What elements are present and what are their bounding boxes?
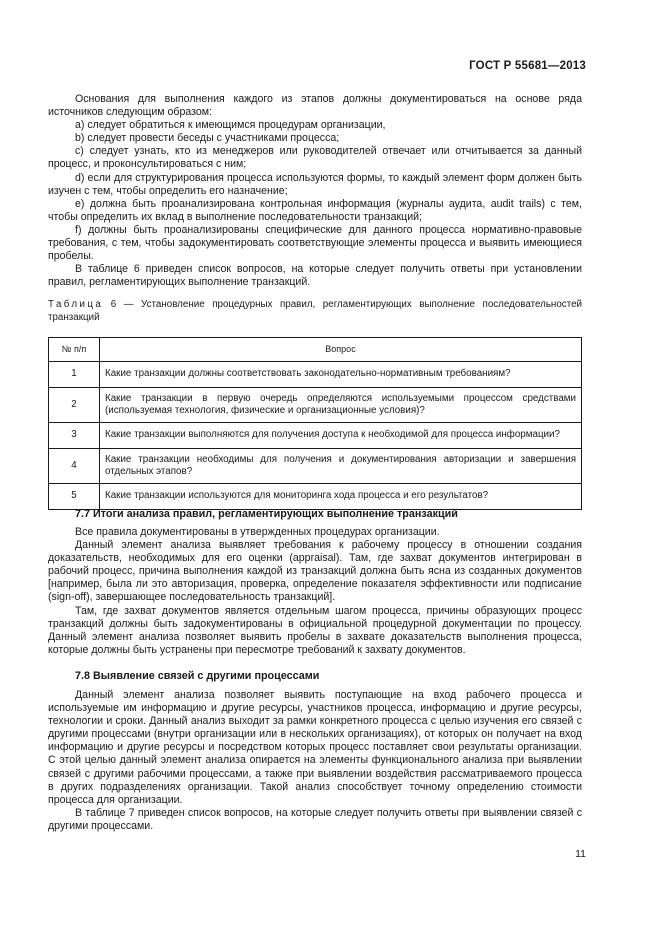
column-header-question: Вопрос [100, 338, 582, 362]
questions-table [48, 337, 582, 510]
paragraph: Основания для выполнения каждого из этапов должны документироваться на основе ряда источников следующим образом: [48, 93, 582, 119]
section-heading-7-8: 7.8 Выявление связей с другими процессами [75, 670, 320, 682]
row-number: 1 [49, 362, 100, 388]
list-item-c: с) следует узнать, кто из менеджеров или руководителей отвечает или отчитывается за данный процесс, и проконсультироваться с ним; [48, 145, 582, 171]
row-question: Какие транзакции в первую очередь определяются используемыми процессом средствами (используемая технология, физические и организационные условия)? [100, 388, 582, 423]
row-question: Какие транзакции должны соответствовать законодательно-нормативным требованиям? [100, 362, 582, 388]
paragraph: Все правила документированы в утвержденных процедурах организации. [75, 526, 440, 538]
row-number: 3 [49, 423, 100, 449]
table-row [49, 362, 582, 388]
section-heading-7-7: 7.7 Итоги анализа правил, регламентирующих выполнение транзакций [75, 508, 458, 520]
row-question: Какие транзакции выполняются для получения доступа к необходимой для процесса информации? [100, 423, 582, 449]
list-item-b: b) следует провести беседы с участниками процесса; [75, 132, 340, 145]
paragraph: Данный элемент анализа позволяет выявить поступающие на вход рабочего процесса и используемые им информацию и другие ресурсы, участников процесса, информацию и другие ресурсы, технологии и сроки. Данный анализ выходит за рамки конкретного процесса с целью изучения его связей с другими процессами (внутри организации или в нескольких организациях), от которых он получает на вход информацию и другие ресурсы и посредством которых процесс поставляет свои результаты организации. С этой целью данный элемент анализа опирается на элементы функционального анализа при выявлении связей с другими рабочими процессами, а также при выявлении воздействия рассматриваемого процесса в других подразделениях организации. Такой анализ способствует точному определению стоимости процесса для организации. [48, 689, 582, 806]
row-number: 4 [49, 449, 100, 484]
table-row [49, 484, 582, 510]
section-7-7-text [48, 526, 582, 657]
list-item-d: d) если для структурирования процесса используются формы, то каждый элемент форм должен быть изучен с тем, чтобы определить его назначение; [48, 171, 582, 197]
row-number: 2 [49, 388, 100, 423]
table-row [49, 423, 582, 449]
row-question: Какие транзакции необходимы для получения и документирования авторизации и завершения отдельных этапов? [100, 449, 582, 484]
paragraph: В таблице 6 приведен список вопросов, на которые следует получить ответы при установлении правил, регламентирующих выполнение транзакций. [48, 263, 582, 289]
table-header-row [49, 338, 582, 362]
table-label: Таблица [48, 299, 104, 310]
paragraph: В таблице 7 приведен список вопросов, на которые следует получить ответы при выявлении связей с другими процессами. [48, 806, 582, 832]
section-7-8-text [48, 689, 582, 833]
table-row [49, 388, 582, 423]
column-header-number: № п/п [49, 338, 100, 362]
table-caption-text: 6 — Установление процедурных правил, регламентирующих выполнение последовательностей транзакций [48, 299, 582, 323]
document-code: ГОСТ Р 55681—2013 [469, 60, 586, 72]
page-number: 11 [575, 848, 586, 860]
row-question: Какие транзакции используются для мониторинга хода процесса и его результатов? [100, 484, 582, 510]
section-intro-text [48, 93, 582, 289]
table-row [49, 449, 582, 484]
paragraph: Данный элемент анализа выявляет требования к рабочему процессу в отношении создания доказательств, необходимых для его оценки (appraisal). Там, где захват документов интегрирован в рабочий процесс, причина выполнения каждой из транзакций должна быть ясна из созданных документов [например, была ли это авторизация, проверка, определение показателя эффективности или подписание (sign-off), завершающее последовательность транзакций]. [48, 539, 582, 604]
table-caption [48, 299, 582, 324]
row-number: 5 [49, 484, 100, 510]
list-item-e: е) должна быть проанализирована контрольная информация (журналы аудита, audit trails) с тем, чтобы определить их вклад в выполнение последовательности транзакций; [48, 197, 582, 223]
paragraph: Там, где захват документов является отдельным шагом процесса, причины образующих процесс транзакций должны быть задокументированы в официальной процедурной документации по процессу. Данный элемент анализа позволяет выявить пробелы в захвате доказательств выполнения процесса, которые должны быть устранены при пересмотре требований к захвату документов. [48, 604, 582, 656]
list-item-a: а) следует обратиться к имеющимся процедурам организации, [75, 119, 386, 132]
list-item-f: f) должны быть проанализированы специфические для данного процесса нормативно-правовые требования, с тем, чтобы задокументировать соответствующие элементы процесса и выявить имеющиеся пробелы. [48, 223, 582, 263]
